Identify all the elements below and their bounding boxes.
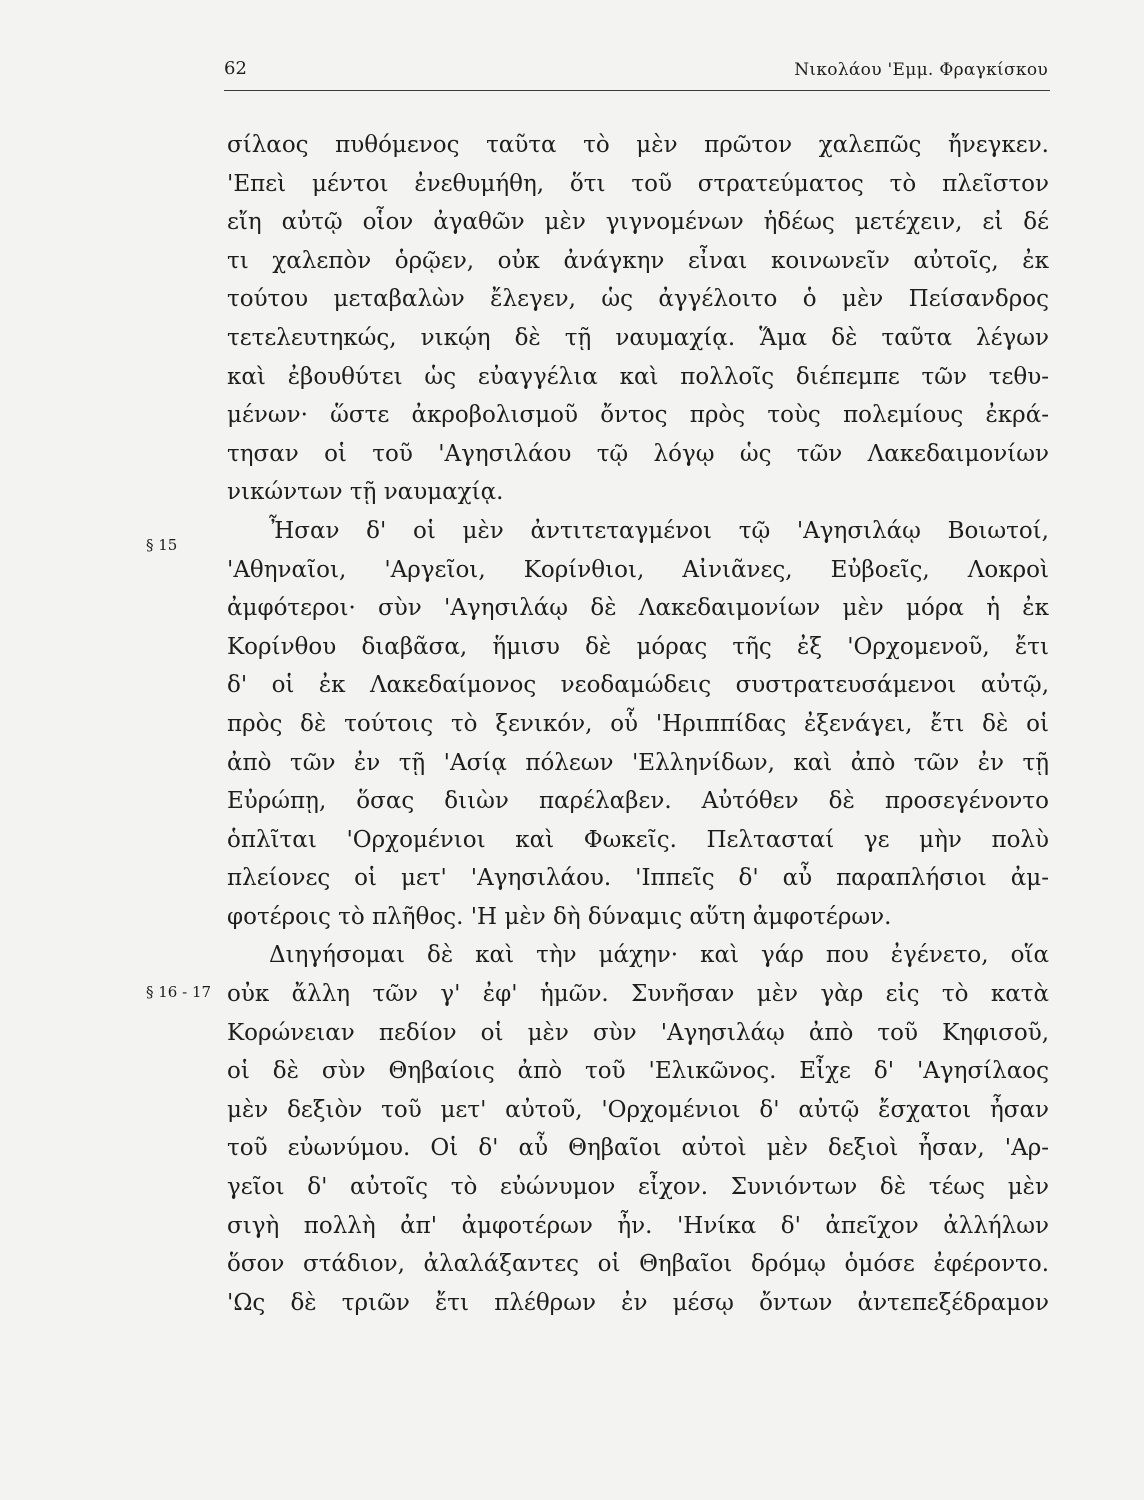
text-line: τούτου μεταβαλὼν ἔλεγεν, ὡς ἀγγέλοιτο ὁ μὲν Πείσανδρος [227,286,1049,313]
margin-note-section-15: § 15 [146,536,178,554]
text-line: 'Αθηναῖοι, 'Αργεῖοι, Κορίνθιοι, Αἰνιᾶνες, Εὐβοεῖς, Λοκροὶ [227,556,1049,583]
text-line: τησαν οἱ τοῦ 'Αγησιλάου τῷ λόγῳ ὡς τῶν Λακεδαιμονίων [227,440,1049,467]
text-line: οἱ δὲ σὺν Θηβαίοις ἀπὸ τοῦ 'Ελικῶνος. Εἶχε δ' 'Αγησίλαος [227,1058,1049,1085]
body-text [227,126,1049,1322]
running-title: Νικολάου 'Εμμ. Φραγκίσκου [794,60,1048,80]
text-line: νικώντων τῇ ναυμαχίᾳ. [227,479,504,506]
text-line: Κορώνειαν πεδίον οἱ μὲν σὺν 'Αγησιλάῳ ἀπὸ τοῦ Κηφισοῦ, [227,1019,1049,1046]
margin-note-section-16-17: § 16 - 17 [146,983,212,1001]
text-line: 'Ως δὲ τριῶν ἔτι πλέθρων ἐν μέσῳ ὄντων ἀντεπεξέδραμον [227,1289,1049,1316]
text-line: ὁπλῖται 'Ορχομένιοι καὶ Φωκεῖς. Πελτασταί γε μὴν πολὺ [227,826,1049,853]
text-line: ἀπὸ τῶν ἐν τῇ 'Ασίᾳ πόλεων 'Ελληνίδων, καὶ ἀπὸ τῶν ἐν τῇ [227,749,1049,776]
text-line: τετελευτηκώς, νικῴη δὲ τῇ ναυμαχίᾳ. Ἅμα δὲ ταῦτα λέγων [227,324,1049,351]
page-number: 62 [224,58,247,79]
text-line: δ' οἱ ἐκ Λακεδαίμονος νεοδαμώδεις συστρατευσάμενοι αὐτῷ, [227,672,1049,699]
text-line: Διηγήσομαι δὲ καὶ τὴν μάχην· καὶ γάρ που ἐγένετο, οἵα [269,942,1049,969]
text-line: Κορίνθου διαβᾶσα, ἥμισυ δὲ μόρας τῆς ἐξ 'Ορχομενοῦ, ἔτι [227,633,1049,660]
text-line: εἴη αὐτῷ οἷον ἀγαθῶν μὲν γιγνομένων ἡδέως μετέχειν, εἰ δέ [227,209,1049,236]
text-line: Ἦσαν δ' οἱ μὲν ἀντιτεταγμένοι τῷ 'Αγησιλάῳ Βοιωτοί, [269,517,1049,544]
text-line: τι χαλεπὸν ὁρῷεν, οὐκ ἀνάγκην εἶναι κοινωνεῖν αὐτοῖς, ἐκ [227,247,1049,274]
text-line: γεῖοι δ' αὐτοῖς τὸ εὐώνυμον εἶχον. Συνιόντων δὲ τέως μὲν [227,1174,1049,1201]
text-line: ὅσον στάδιον, ἀλαλάξαντες οἱ Θηβαῖοι δρόμῳ ὁμόσε ἐφέροντο. [227,1251,1049,1278]
text-line: τοῦ εὐωνύμου. Οἱ δ' αὖ Θηβαῖοι αὐτοὶ μὲν δεξιοὶ ἦσαν, 'Αρ- [227,1135,1049,1162]
text-line: πρὸς δὲ τούτοις τὸ ξενικόν, οὗ 'Ηριππίδας ἐξενάγει, ἔτι δὲ οἱ [227,710,1049,737]
text-line: φοτέροις τὸ πλῆθος. 'Η μὲν δὴ δύναμις αὕτη ἀμφοτέρων. [227,903,892,930]
text-line: καὶ ἐβουθύτει ὡς εὐαγγέλια καὶ πολλοῖς διέπεμπε τῶν τεθυ- [227,363,1049,390]
text-line: μὲν δεξιὸν τοῦ μετ' αὐτοῦ, 'Ορχομένιοι δ' αὐτῷ ἔσχατοι ἦσαν [227,1096,1049,1123]
page-header [224,58,1050,91]
text-line: 'Επεὶ μέντοι ἐνεθυμήθη, ὅτι τοῦ στρατεύματος τὸ πλεῖστον [227,170,1049,197]
text-line: σιγὴ πολλὴ ἀπ' ἀμφοτέρων ἦν. 'Ηνίκα δ' ἀπεῖχον ἀλλήλων [227,1212,1049,1239]
text-line: σίλαος πυθόμενος ταῦτα τὸ μὲν πρῶτον χαλεπῶς ἤνεγκεν. [227,132,1049,158]
text-line: ἀμφότεροι· σὺν 'Αγησιλάῳ δὲ Λακεδαιμονίων μὲν μόρα ἡ ἐκ [227,595,1049,622]
text-line: οὐκ ἄλλη τῶν γ' ἐφ' ἡμῶν. Συνῆσαν μὲν γὰρ εἰς τὸ κατὰ [227,981,1049,1008]
text-line: μένων· ὥστε ἀκροβολισμοῦ ὄντος πρὸς τοὺς πολεμίους ἐκρά- [227,402,1049,429]
text-line: Εὐρώπῃ, ὅσας διιὼν παρέλαβεν. Αὐτόθεν δὲ προσεγένοντο [227,788,1049,815]
text-line: πλείονες οἱ μετ' 'Αγησιλάου. 'Ιππεῖς δ' αὖ παραπλήσιοι ἀμ- [227,865,1049,892]
